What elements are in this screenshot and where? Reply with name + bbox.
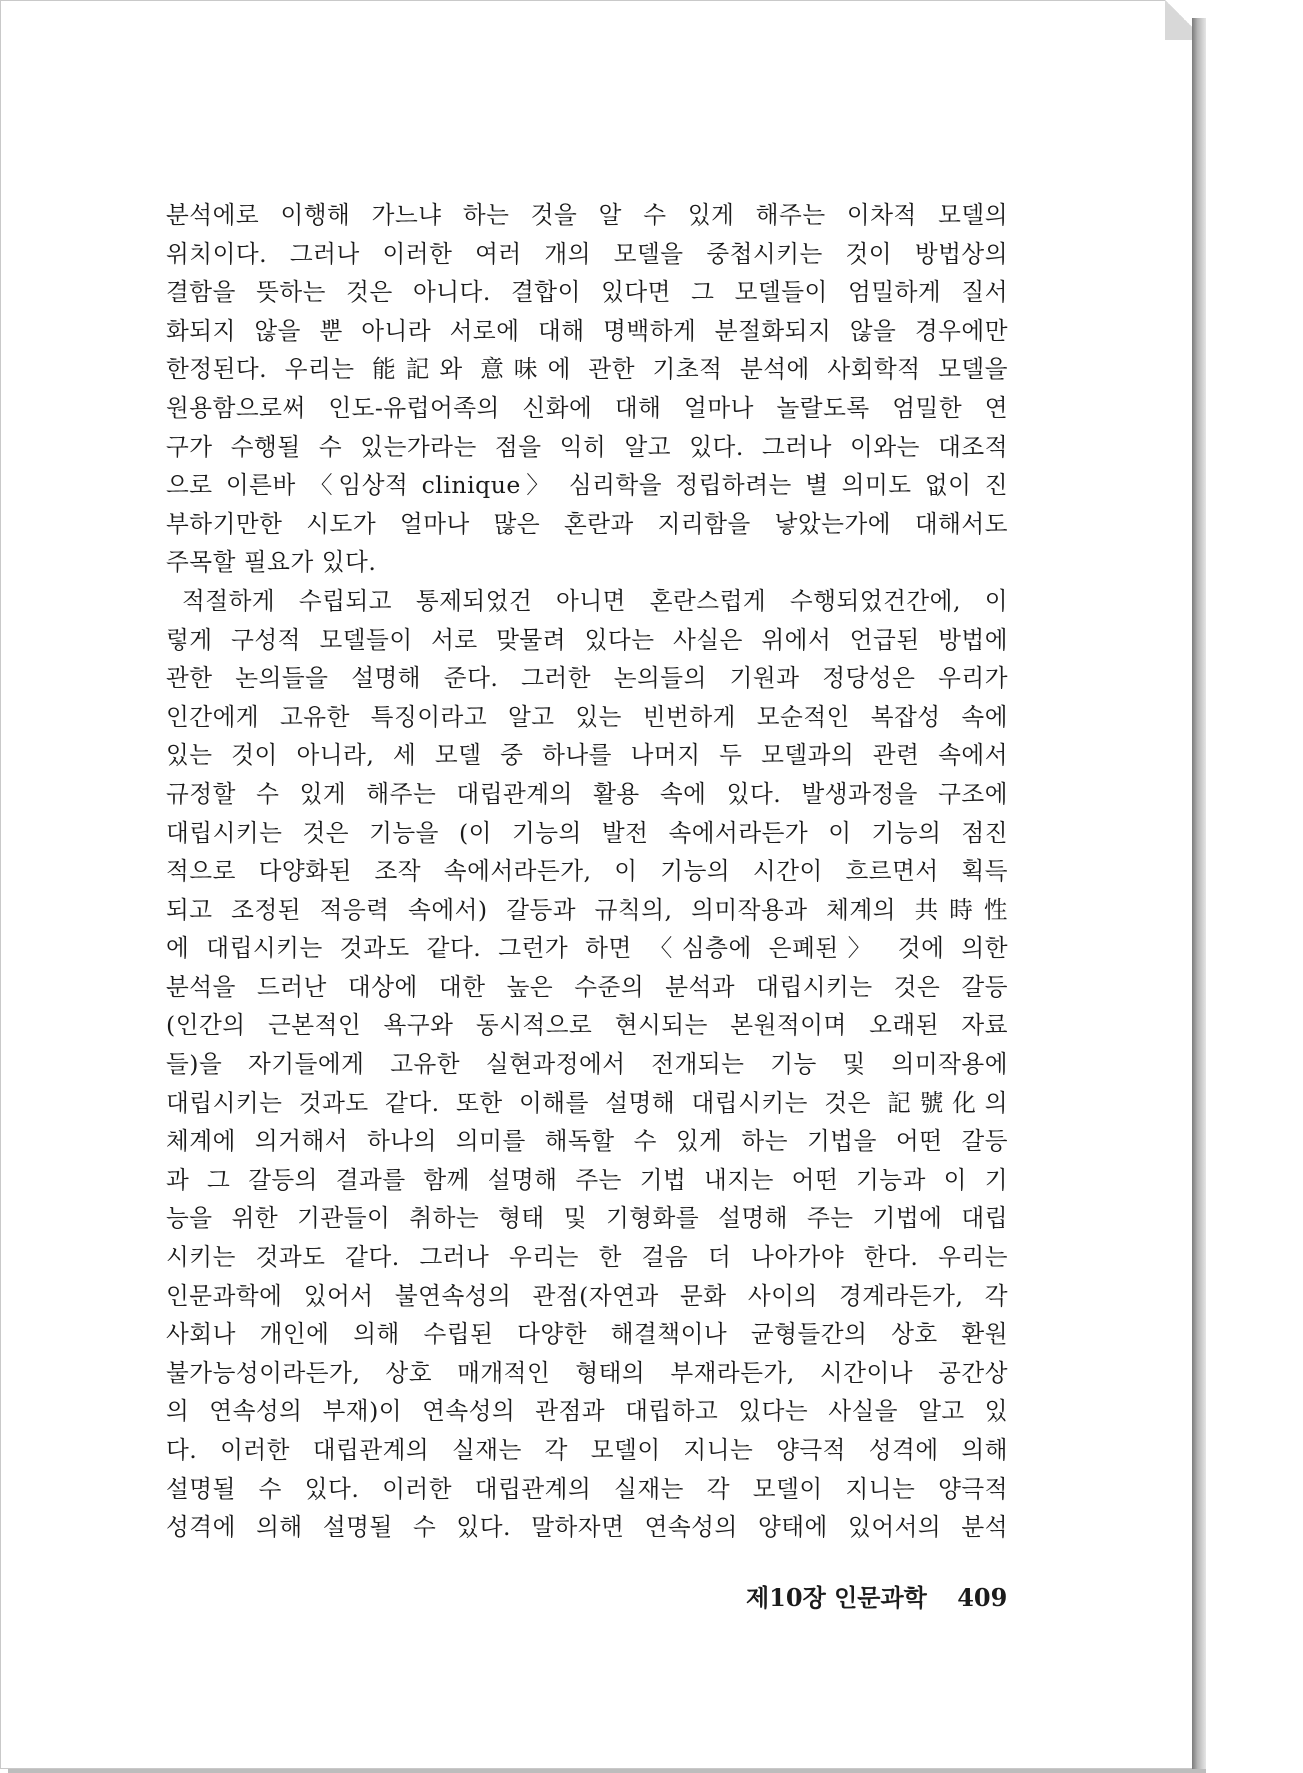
text-line: 능을 위한 기관들이 취하는 형태 및 기형화를 설명해 주는 기법에 대립 bbox=[166, 1204, 1008, 1233]
text-line: 시키는 것과도 같다. 그러나 우리는 한 걸음 더 나아가야 한다. 우리는 bbox=[166, 1243, 1008, 1272]
chapter-title: 제10장 인문과학 bbox=[746, 1583, 927, 1612]
text-line: 들)을 자기들에게 고유한 실현과정에서 전개되는 기능 및 의미작용에 bbox=[166, 1050, 1008, 1079]
text-line: 위치이다. 그러나 이러한 여러 개의 모델을 중첩시키는 것이 방법상의 bbox=[166, 239, 1008, 268]
text-line: 대립시키는 것과도 같다. 또한 이해를 설명해 대립시키는 것은 記號化의 bbox=[166, 1088, 1008, 1117]
text-line: 구가 수행될 수 있는가라는 점을 익히 알고 있다. 그러나 이와는 대조적 bbox=[166, 432, 1008, 461]
text-line: 의 연속성의 부재)이 연속성의 관점과 대립하고 있다는 사실을 알고 있 bbox=[166, 1397, 1008, 1426]
text-line: 규정할 수 있게 해주는 대립관계의 활용 속에 있다. 발생과정을 구조에 bbox=[166, 779, 1008, 808]
text-line: 설명될 수 있다. 이러한 대립관계의 실재는 각 모델이 지니는 양극적 bbox=[166, 1474, 1008, 1503]
text-line: 성격에 의해 설명될 수 있다. 말하자면 연속성의 양태에 있어서의 분석 bbox=[166, 1513, 1008, 1542]
text-line: 관한 논의들을 설명해 준다. 그러한 논의들의 기원과 정당성은 우리가 bbox=[166, 664, 1008, 693]
paragraph-2 bbox=[166, 582, 1008, 1547]
paragraph-1 bbox=[166, 196, 1008, 582]
text-line: 한정된다. 우리는 能記와 意味에 관한 기초적 분석에 사회학적 모델을 bbox=[166, 355, 1008, 384]
text-line: 불가능성이라든가, 상호 매개적인 형태의 부재라든가, 시간이나 공간상 bbox=[166, 1358, 1008, 1387]
text-line: (인간의 근본적인 욕구와 동시적으로 현시되는 본원적이며 오래된 자료 bbox=[166, 1011, 1008, 1040]
text-line: 에 대립시키는 것과도 같다. 그런가 하면 〈심층에 은폐된〉 것에 의한 bbox=[166, 934, 1008, 963]
text-line: 과 그 갈등의 결과를 함께 설명해 주는 기법 내지는 어떤 기능과 이 기 bbox=[166, 1165, 1008, 1194]
text-line: 다. 이러한 대립관계의 실재는 각 모델이 지니는 양극적 성격에 의해 bbox=[166, 1436, 1008, 1464]
page-bottom-shadow bbox=[8, 1769, 1206, 1773]
text-line: 결함을 뜻하는 것은 아니다. 결합이 있다면 그 모델들이 엄밀하게 질서 bbox=[166, 278, 1008, 307]
text-line: 있는 것이 아니라, 세 모델 중 하나를 나머지 두 모델과의 관련 속에서 bbox=[166, 741, 1008, 770]
text-line: 렇게 구성적 모델들이 서로 맞물려 있다는 사실은 위에서 언급된 방법에 bbox=[166, 625, 1008, 654]
text-line: 적절하게 수립되고 통제되었건 아니면 혼란스럽게 수행되었건간에, 이 bbox=[182, 586, 1008, 615]
page-number: 409 bbox=[957, 1583, 1008, 1612]
text-line: 으로 이른바 〈임상적 clinique〉 심리학을 정립하려는 별 의미도 없이 진 bbox=[166, 471, 1008, 500]
text-line: 주목할 필요가 있다. bbox=[166, 548, 377, 577]
page-edge-shadow bbox=[1192, 18, 1206, 1773]
text-line: 체계에 의거해서 하나의 의미를 해독할 수 있게 하는 기법을 어떤 갈등 bbox=[166, 1127, 1008, 1156]
text-line: 인간에게 고유한 특징이라고 알고 있는 빈번하게 모순적인 복잡성 속에 bbox=[166, 702, 1008, 731]
body-text bbox=[166, 196, 1008, 1547]
text-line: 인문과학에 있어서 불연속성의 관점(자연과 문화 사이의 경계라든가, 각 bbox=[166, 1281, 1008, 1310]
text-line: 적으로 다양화된 조작 속에서라든가, 이 기능의 시간이 흐르면서 획득 bbox=[166, 857, 1008, 886]
text-line: 분석을 드러난 대상에 대한 높은 수준의 분석과 대립시키는 것은 갈등 bbox=[166, 972, 1008, 1001]
text-line: 화되지 않을 뿐 아니라 서로에 대해 명백하게 분절화되지 않을 경우에만 bbox=[166, 316, 1008, 345]
text-line: 사회나 개인에 의해 수립된 다양한 해결책이나 균형들간의 상호 환원 bbox=[166, 1320, 1008, 1349]
text-line: 대립시키는 것은 기능을 (이 기능의 발전 속에서라든가 이 기능의 점진 bbox=[166, 818, 1008, 847]
page-footer bbox=[746, 1578, 1007, 1613]
text-line: 원용함으로써 인도-유럽어족의 신화에 대해 얼마나 놀랄도록 엄밀한 연 bbox=[166, 393, 1008, 422]
text-line: 분석에로 이행해 가느냐 하는 것을 알 수 있게 해주는 이차적 모델의 bbox=[166, 201, 1008, 229]
text-line: 되고 조정된 적응력 속에서) 갈등과 규칙의, 의미작용과 체계의 共時性 bbox=[166, 895, 1008, 924]
text-line: 부하기만한 시도가 얼마나 많은 혼란과 지리함을 낳았는가에 대해서도 bbox=[166, 509, 1008, 538]
